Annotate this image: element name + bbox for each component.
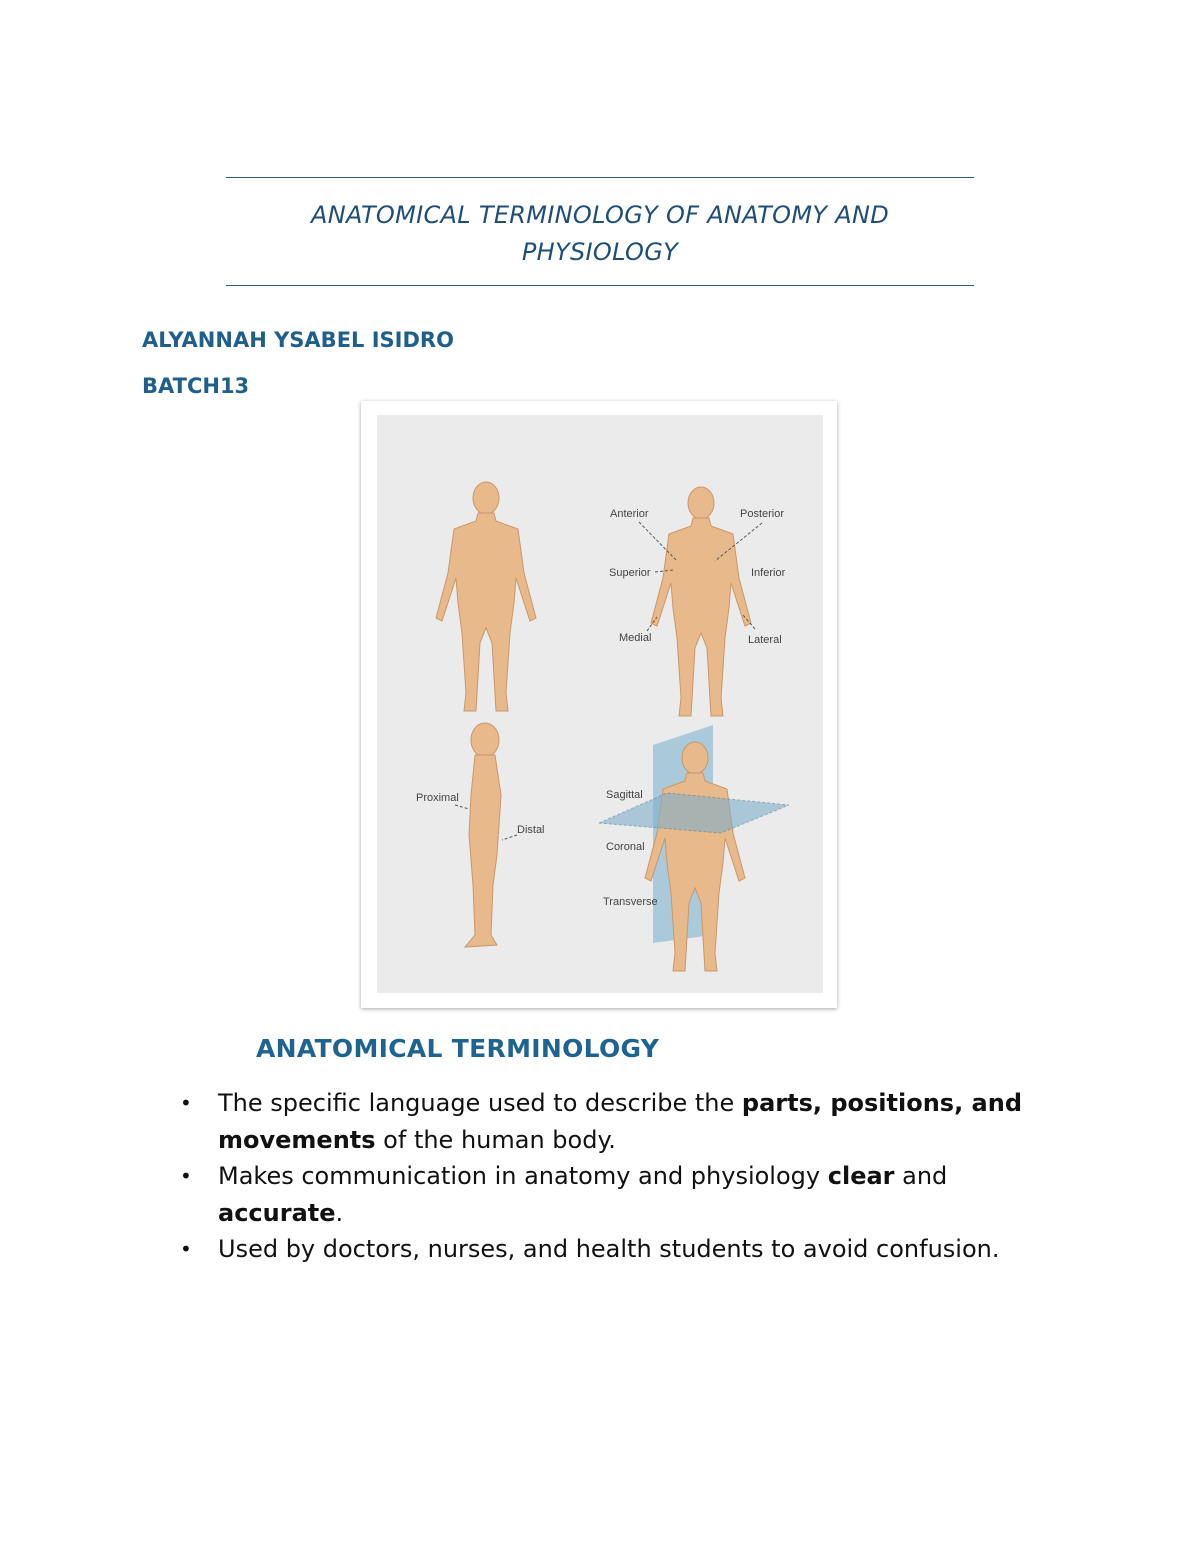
anatomy-illustration bbox=[377, 415, 823, 993]
label-inferior: Inferior bbox=[751, 567, 786, 579]
section-heading: ANATOMICAL TERMINOLOGY bbox=[256, 1034, 660, 1063]
bullet-item bbox=[180, 1085, 1080, 1158]
title-rule-bottom bbox=[226, 285, 974, 286]
label-anterior: Anterior bbox=[610, 508, 649, 520]
bullet-text: of the human body. bbox=[375, 1125, 616, 1154]
document-title bbox=[226, 197, 974, 271]
bullet-text: Makes communication in anatomy and physiology bbox=[218, 1162, 828, 1190]
label-medial: Medial bbox=[619, 632, 652, 644]
author-name: ALYANNAH YSABEL ISIDRO bbox=[142, 328, 454, 352]
bullet-bold-text: parts, positions, and movements bbox=[218, 1089, 1023, 1154]
label-transverse: Transverse bbox=[603, 896, 658, 908]
bullet-item bbox=[180, 1158, 1080, 1231]
label-superior: Superior bbox=[609, 567, 651, 579]
bullet-bold-text: clear bbox=[827, 1162, 895, 1190]
label-lateral: Lateral bbox=[748, 634, 782, 646]
bullet-bold-text: accurate bbox=[218, 1198, 336, 1227]
label-distal: Distal bbox=[517, 824, 545, 836]
bullet-text: The specific language used to describe the bbox=[218, 1089, 742, 1117]
label-posterior: Posterior bbox=[740, 508, 785, 520]
title-line-1: ANATOMICAL TERMINOLOGY OF ANATOMY AND bbox=[311, 201, 889, 229]
bullet-text: . bbox=[335, 1198, 344, 1227]
bullet-text: Used by doctors, nurses, and health students to avoid confusion. bbox=[218, 1235, 1000, 1263]
title-line-2: PHYSIOLOGY bbox=[521, 238, 679, 266]
figure-background bbox=[377, 415, 823, 993]
batch-label: BATCH13 bbox=[142, 374, 250, 398]
label-proximal: Proximal bbox=[416, 792, 459, 804]
title-rule-top bbox=[226, 177, 974, 178]
label-coronal: Coronal bbox=[606, 841, 645, 853]
bullet-list bbox=[180, 1085, 1080, 1268]
bullet-text: and bbox=[894, 1162, 948, 1190]
figure-front-body bbox=[436, 482, 536, 711]
figure-side-body bbox=[465, 723, 501, 947]
bullet-item bbox=[180, 1231, 1080, 1268]
label-sagittal: Sagittal bbox=[606, 789, 643, 801]
anatomy-figure bbox=[361, 401, 837, 1008]
figure-directional-body bbox=[651, 487, 751, 716]
